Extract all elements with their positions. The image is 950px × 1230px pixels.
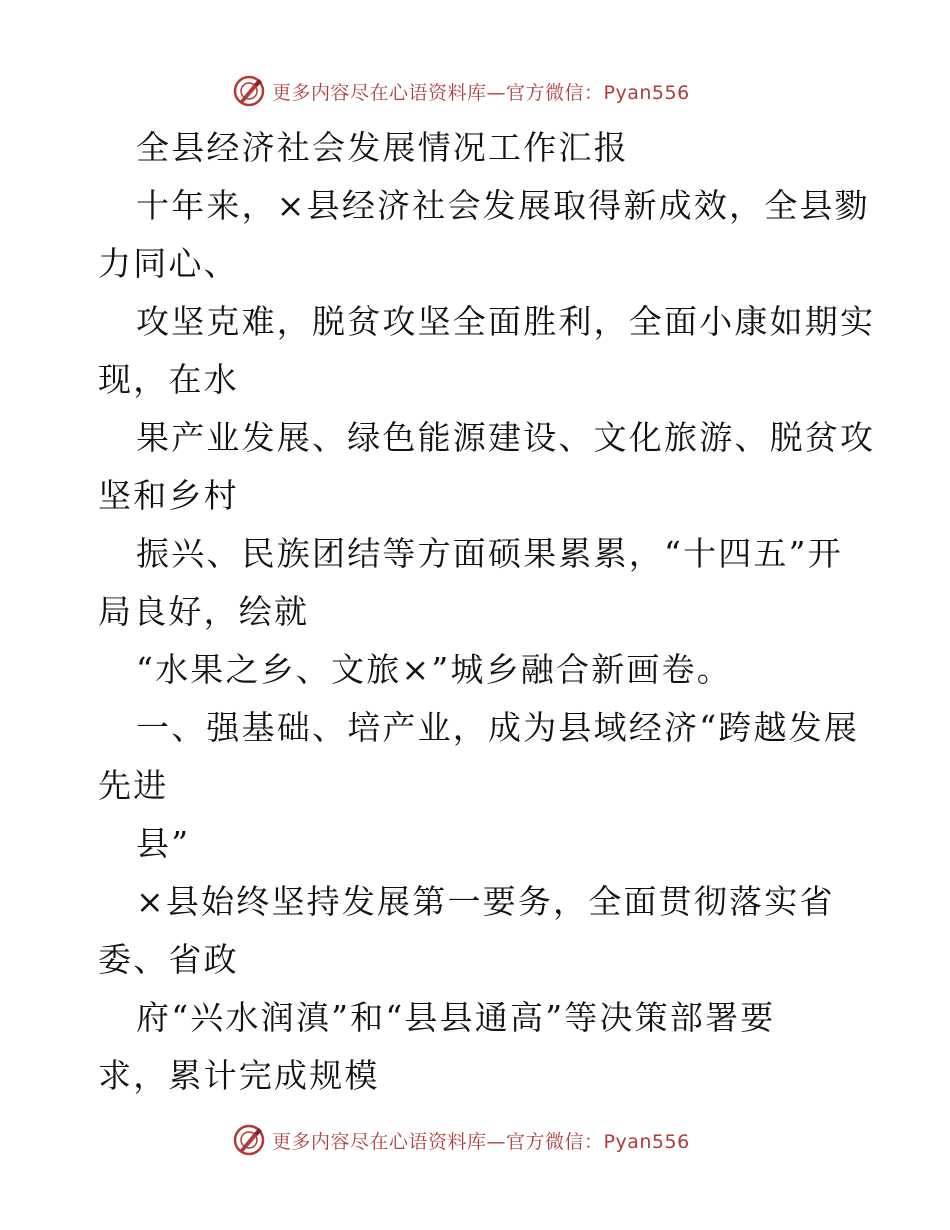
body-line: 局良好，绘就 (98, 592, 310, 631)
watermark-text: 更多内容尽在心语资料库—官方微信：Pyan556 (272, 1130, 690, 1153)
body-line: 府“兴水润滇”和“县县通高”等决策部署要 (136, 998, 776, 1037)
document-title: 全县经济社会发展情况工作汇报 (136, 128, 629, 167)
body-line: 振兴、民族团结等方面硕果累累，“十四五”开 (136, 534, 843, 573)
body-line: 委、省政 (98, 940, 239, 979)
body-line: ×县始终坚持发展第一要务，全面贯彻落实省 (136, 882, 835, 921)
section-heading-line: 先进 (98, 766, 169, 805)
section-heading-line: 一、强基础、培产业，成为县域经济“跨越发展 (136, 708, 860, 747)
pen-circle-logo-icon (232, 74, 266, 108)
body-line: 现，在水 (98, 360, 239, 399)
body-line: 攻坚克难，脱贫攻坚全面胜利，全面小康如期实 (136, 302, 876, 341)
body-line: 力同心、 (98, 244, 239, 283)
pen-circle-logo-icon (232, 1123, 266, 1157)
watermark-header (232, 71, 752, 111)
section-heading-line: 县” (136, 824, 191, 863)
watermark-footer (232, 1120, 752, 1160)
body-line: 求，累计完成规模 (98, 1056, 380, 1095)
body-line: 果产业发展、绿色能源建设、文化旅游、脱贫攻 (136, 418, 876, 457)
body-line: 十年来，×县经济社会发展取得新成效，全县勠 (136, 186, 870, 225)
body-line: “水果之乡、文旅×”城乡融合新画卷。 (136, 650, 732, 689)
watermark-text: 更多内容尽在心语资料库—官方微信：Pyan556 (272, 81, 690, 104)
body-line: 坚和乡村 (98, 476, 239, 515)
